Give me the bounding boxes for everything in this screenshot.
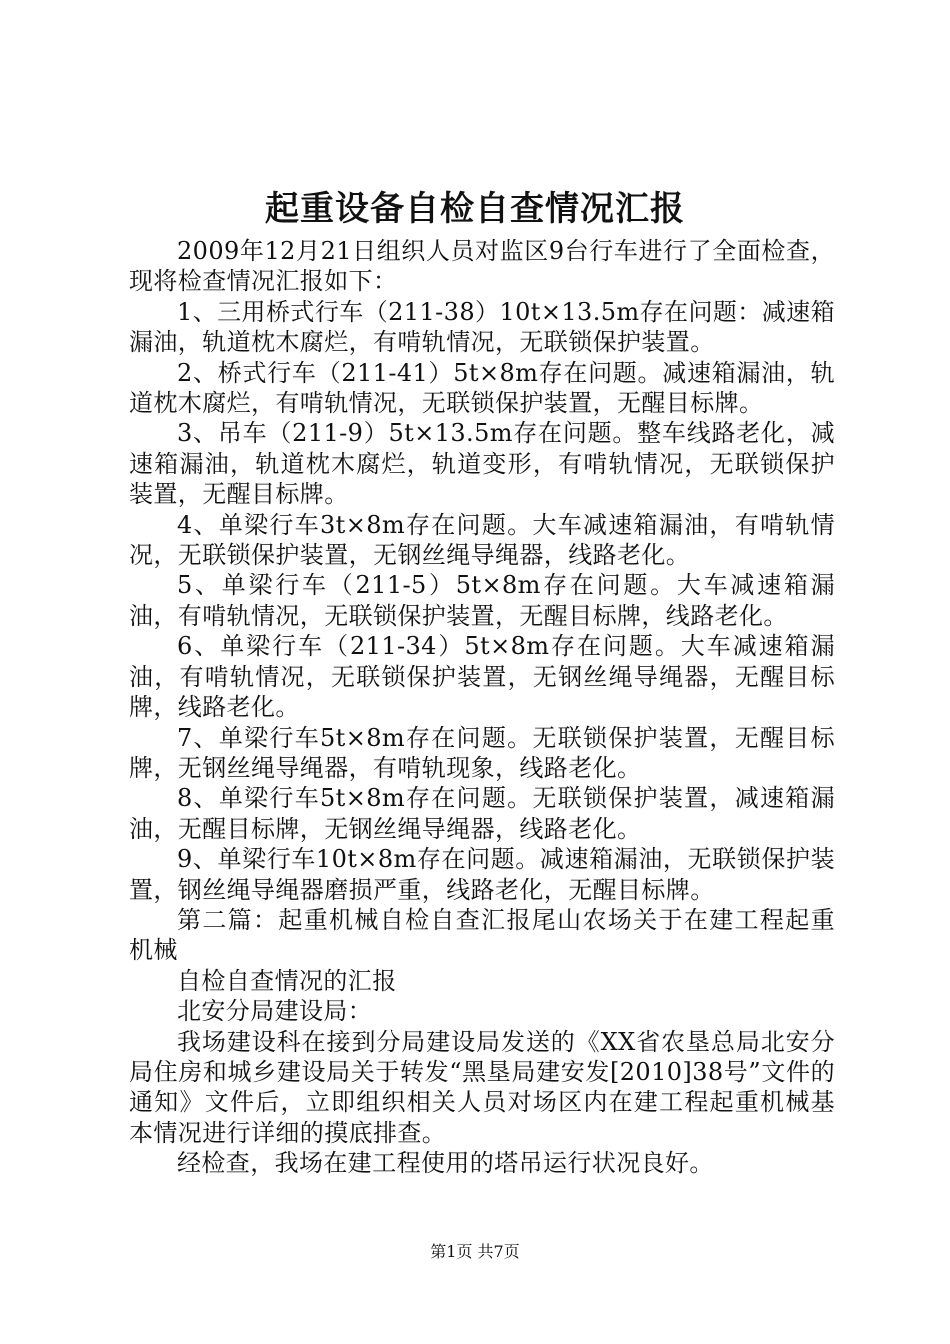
paragraph-addressee: 北安分局建设局： <box>177 997 373 1026</box>
paragraph-conclusion: 经检查，我场在建工程使用的塔吊运行状况良好。 <box>177 1149 714 1178</box>
paragraph-report-subtitle: 自检自查情况的汇报 <box>177 966 397 995</box>
paragraph-item-8: 8、单梁行车5t×8m存在问题。无联锁保护装置，减速箱漏油，无醒目标牌，无钢丝绳导绳器，线路老化。 <box>129 784 835 843</box>
paragraph-intro: 2009年12月21日组织人员对监区9台行车进行了全面检查，现将检查情况汇报如下： <box>129 237 835 296</box>
paragraph-item-1: 1、三用桥式行车（211-38）10t×13.5m存在问题：减速箱漏油，轨道枕木腐烂，有啃轨情况，无联锁保护装置。 <box>129 297 835 357</box>
paragraph-item-4: 4、单梁行车3t×8m存在问题。大车减速箱漏油，有啃轨情况，无联锁保护装置，无钢丝绳导绳器，线路老化。 <box>129 510 835 570</box>
paragraph-item-6: 6、单梁行车（211-34）5t×8m存在问题。大车减速箱漏油，有啃轨情况，无联锁保护装置，无钢丝绳导绳器，无醒目标牌，线路老化。 <box>129 632 835 722</box>
paragraph-item-7: 7、单梁行车5t×8m存在问题。无联锁保护装置，无醒目标牌，无钢丝绳导绳器，有啃轨现象，线路老化。 <box>129 723 835 782</box>
paragraph-second-part-heading: 第二篇：起重机械自检自查汇报尾山农场关于在建工程起重机械 <box>129 905 835 965</box>
paragraph-report-body: 我场建设科在接到分局建设局发送的《XX省农垦总局北安分局住房和城乡建设局关于转发“黑垦局建安发[2010]38号”文件的通知》文件后，立即组织相关人员对场区内在建工程起重机械基本情况进行详细的摸底排查。 <box>129 1027 835 1147</box>
document-title: 起重设备自检自查情况汇报 <box>265 189 685 229</box>
paragraph-item-3: 3、吊车（211-9）5t×13.5m存在问题。整车线路老化，减速箱漏油，轨道枕木腐烂，轨道变形，有啃轨情况，无联锁保护装置，无醒目标牌。 <box>129 419 835 509</box>
document-body <box>129 236 835 1179</box>
paragraph-item-2: 2、桥式行车（211-41）5t×8m存在问题。减速箱漏油，轨道枕木腐烂，有啃轨情况，无联锁保护装置，无醒目标牌。 <box>129 358 835 418</box>
paragraph-item-5: 5、单梁行车（211-5）5t×8m存在问题。大车减速箱漏油，有啃轨情况，无联锁保护装置，无醒目标牌，线路老化。 <box>129 571 835 630</box>
paragraph-item-9: 9、单梁行车10t×8m存在问题。减速箱漏油，无联锁保护装置，钢丝绳导绳器磨损严重，线路老化，无醒目标牌。 <box>129 845 835 904</box>
page-number-footer: 第1页 共7页 <box>430 1242 520 1261</box>
